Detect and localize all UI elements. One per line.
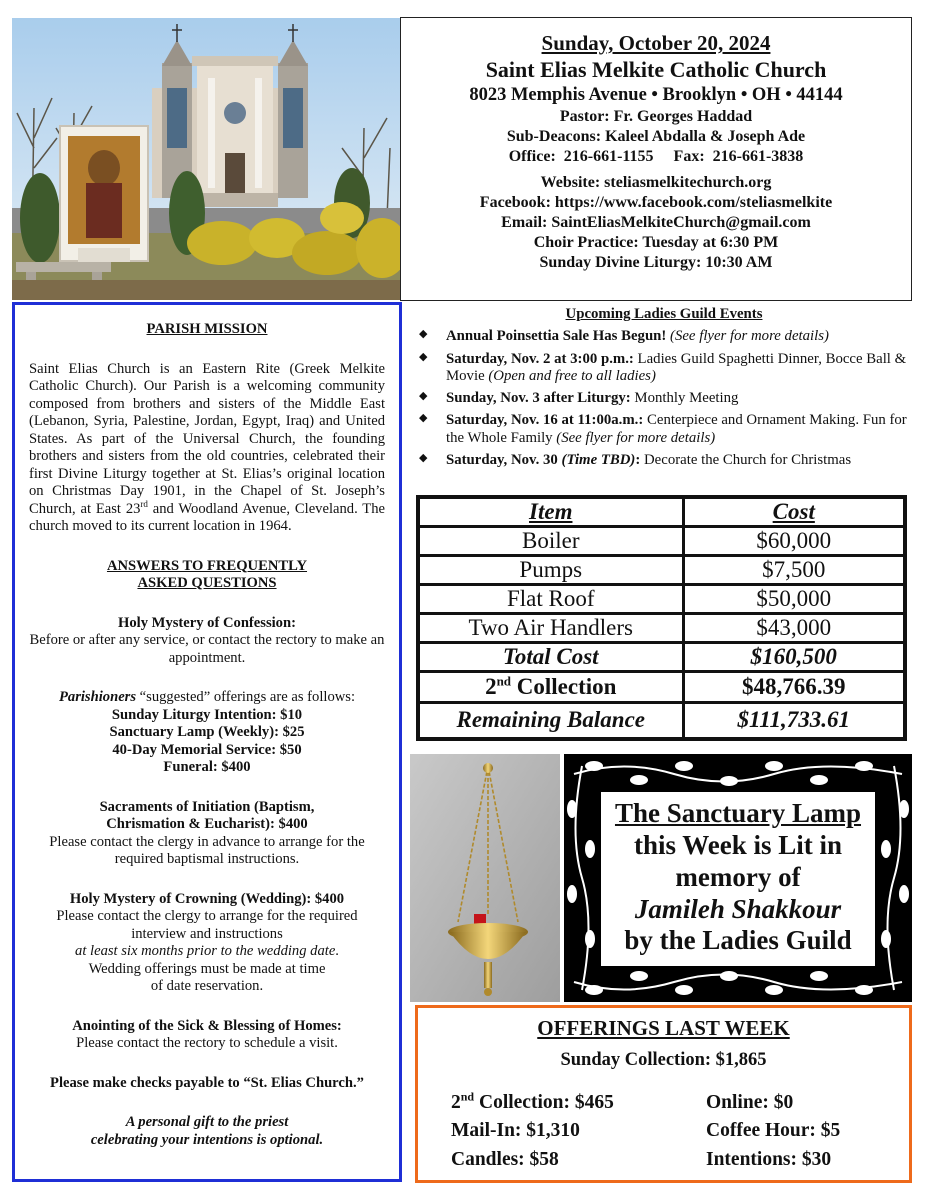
table-cell: Two Air Handlers — [418, 614, 683, 643]
anointing-text: Please contact the rectory to schedule a visit. — [76, 1035, 338, 1051]
event-item: ◆ Annual Poinsettia Sale Has Begun! (See flyer for more details) — [419, 328, 829, 345]
table-header-row — [418, 497, 905, 527]
sanctuary-lamp-notice — [564, 754, 912, 1002]
table-cell: $43,000 — [683, 614, 905, 643]
website: Website: steliasmelkitechurch.org — [540, 173, 772, 191]
bulletin-date: Sunday, October 20, 2024 — [541, 31, 771, 55]
table-cell: Boiler — [418, 527, 683, 556]
lamp-dedication — [601, 792, 875, 966]
repair-cost-table — [416, 495, 907, 741]
remaining-balance-label: Remaining Balance — [418, 703, 683, 739]
crowning-title: Holy Mystery of Crowning (Wedding): $400 — [69, 890, 345, 907]
header-info — [400, 17, 912, 301]
church-photo — [12, 18, 400, 300]
second-collection-label: 2nd Collection — [418, 672, 683, 703]
online: Online: $0 — [706, 1092, 794, 1113]
table-cell: $7,500 — [683, 556, 905, 585]
offerings-intro: Parishioners “suggested” offerings are as follows: — [58, 689, 356, 705]
facebook: Facebook: https://www.facebook.com/steliasmelkite — [479, 193, 833, 211]
confession-title: Holy Mystery of Confession: — [118, 614, 296, 631]
sacraments-text: Please contact the clergy in advance to arrange for the required baptismal instructions. — [49, 833, 365, 867]
column-header-cost: Cost — [683, 497, 905, 527]
event-item: ◆ Saturday, Nov. 16 at 11:00a.m.: Centerpiece and Ornament Making. Fun for the Whole Family (See flyer for more details) — [419, 412, 907, 446]
diamond-bullet-icon: ◆ — [419, 452, 428, 465]
sub-deacons: Sub-Deacons: Kaleel Abdalla & Joseph Ade — [506, 127, 806, 145]
lamp-line: memory of — [675, 861, 801, 892]
email: Email: SaintEliasMelkiteChurch@gmail.com — [501, 213, 811, 231]
total-cost-row — [418, 643, 905, 672]
table-row — [418, 527, 905, 556]
event-item: ◆ Saturday, Nov. 2 at 3:00 p.m.: Ladies Guild Spaghetti Dinner, Bocce Ball & Movie (Open and free to all ladies) — [419, 350, 907, 384]
offerings-title: OFFERINGS LAST WEEK — [537, 1016, 790, 1040]
events-title: Upcoming Ladies Guild Events — [565, 306, 763, 322]
parish-mission-title: PARISH MISSION — [146, 321, 268, 337]
event-item: ◆ Saturday, Nov. 30 (Time TBD): Decorate the Church for Christmas — [419, 452, 852, 469]
anointing-title: Anointing of the Sick & Blessing of Homes: — [72, 1017, 342, 1034]
coffee-hour: Coffee Hour: $5 — [706, 1120, 841, 1141]
table-row — [418, 614, 905, 643]
table-cell: $50,000 — [683, 585, 905, 614]
diamond-bullet-icon: ◆ — [419, 390, 428, 403]
sacraments-title: Sacraments of Initiation (Baptism, Chrismation & Eucharist): $400 — [99, 798, 315, 832]
offering-funeral: Funeral: $400 — [163, 759, 251, 775]
checks-note: Please make checks payable to “St. Elias Church.” — [50, 1074, 364, 1091]
lamp-line: by the Ladies Guild — [624, 925, 852, 956]
gift-note: A personal gift to the priest celebrating your intentions is optional. — [90, 1114, 324, 1148]
pastor: Pastor: Fr. Georges Haddad — [559, 107, 753, 125]
diamond-bullet-icon: ◆ — [419, 350, 428, 363]
total-cost-value: $160,500 — [683, 643, 905, 672]
lamp-line: this Week is Lit in — [633, 829, 843, 860]
remaining-balance-value: $111,733.61 — [683, 703, 905, 739]
ladies-guild-events — [414, 306, 914, 474]
crowning-text: Please contact the clergy to arrange for the required interview and instructions at least six months prior to the wedding date. Wedding offerings must be made at time of date reservation. — [56, 908, 358, 994]
remaining-balance-row — [418, 703, 905, 739]
intentions: Intentions: $30 — [706, 1149, 832, 1170]
table-row — [418, 585, 905, 614]
phone-numbers: Office: 216-661-1155 Fax: 216-661-3838 — [508, 147, 804, 165]
event-item: ◆ Sunday, Nov. 3 after Liturgy: Monthly Meeting — [419, 390, 739, 407]
parish-mission-column — [12, 302, 402, 1182]
parish-mission-text: Saint Elias Church is an Eastern Rite (Greek Melkite Catholic Church). Our Parish is a welcoming community composed from brothers and sisters of the Middle East (Lebanon, Syria, Palestine, Jordan, Egypt, Iraq) and United States. As part of the Universal Church, the founding brothers and sisters from the old countries, celebrated their first Divine Liturgy together at St. Elias’s original location on Christmas Day 1901, in the Chapel of St. Joseph’s Church, at East 23rd and Woodland Avenue, Cleveland. The church moved to its current location in 1964. — [29, 360, 385, 534]
total-cost-label: Total Cost — [418, 643, 683, 672]
confession-text: Before or after any service, or contact the rectory to make an appointment. — [29, 632, 385, 666]
divine-liturgy-time: Sunday Divine Liturgy: 10:30 AM — [539, 253, 773, 271]
table-cell: $60,000 — [683, 527, 905, 556]
sunday-collection: Sunday Collection: $1,865 — [560, 1050, 767, 1070]
church-address: 8023 Memphis Avenue • Brooklyn • OH • 44144 — [469, 84, 843, 105]
diamond-bullet-icon: ◆ — [419, 412, 428, 425]
column-header-item: Item — [418, 497, 683, 527]
sanctuary-lamp-photo — [410, 754, 560, 1002]
lamp-title: The Sanctuary Lamp — [614, 798, 862, 828]
second-collection-value: $48,766.39 — [683, 672, 905, 703]
diamond-bullet-icon: ◆ — [419, 328, 428, 341]
second-collection-row — [418, 672, 905, 703]
table-cell: Pumps — [418, 556, 683, 585]
mail-in: Mail-In: $1,310 — [451, 1120, 580, 1141]
offering-memorial: 40-Day Memorial Service: $50 — [112, 741, 302, 758]
offering-liturgy-intention: Sunday Liturgy Intention: $10 — [111, 706, 303, 723]
choir-practice: Choir Practice: Tuesday at 6:30 PM — [533, 233, 779, 251]
second-collection: 2nd Collection: $465 — [451, 1089, 614, 1113]
offering-sanctuary-lamp: Sanctuary Lamp (Weekly): $25 — [109, 724, 305, 740]
faq-title: ANSWERS TO FREQUENTLY ASKED QUESTIONS — [106, 557, 308, 591]
table-cell: Flat Roof — [418, 585, 683, 614]
church-name: Saint Elias Melkite Catholic Church — [485, 57, 827, 83]
lamp-memorial-name: Jamileh Shakkour — [634, 893, 842, 924]
candles: Candles: $58 — [451, 1149, 559, 1170]
table-row — [418, 556, 905, 585]
offerings-last-week — [415, 1005, 912, 1183]
